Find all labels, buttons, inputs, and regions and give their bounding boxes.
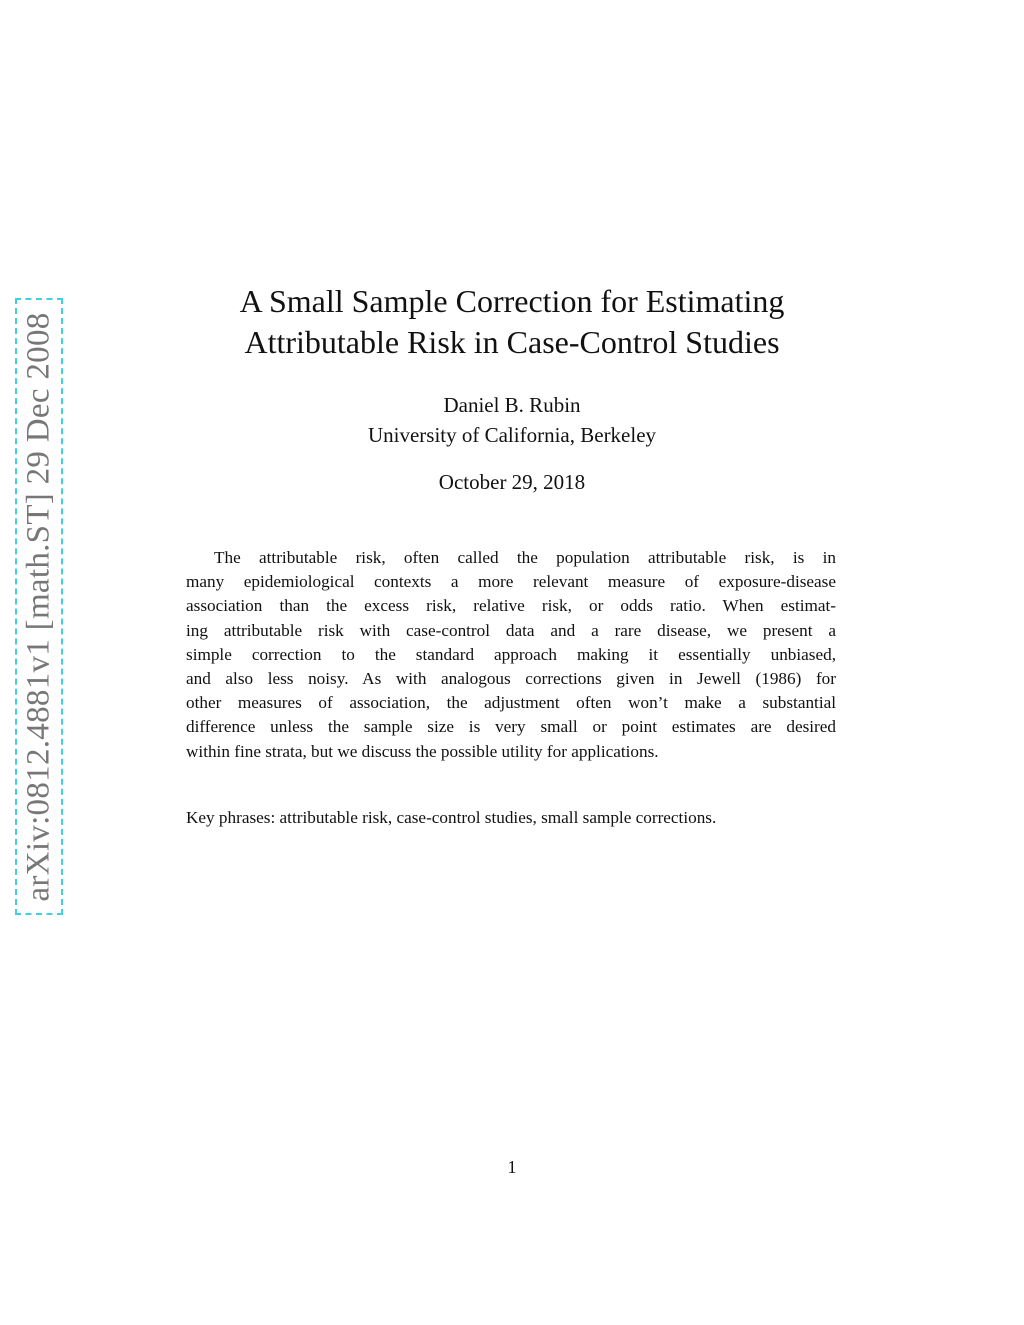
abstract-line: other measures of association, the adjustment often won’t make a substantial <box>186 693 836 713</box>
author-affiliation: University of California, Berkeley <box>367 423 657 447</box>
page-number: 1 <box>507 1157 517 1177</box>
abstract-line: The attributable risk, often called the population attributable risk, is in <box>214 548 836 567</box>
title-line-1: A Small Sample Correction for Estimating <box>239 283 785 319</box>
arxiv-identifier-text: arXiv:0812.4881v1 [math.ST] 29 Dec 2008 <box>20 311 57 902</box>
author-name: Daniel B. Rubin <box>443 393 581 417</box>
abstract-line: association than the excess risk, relative risk, or odds ratio. When estimat- <box>186 596 836 616</box>
abstract <box>186 546 836 764</box>
title-line-2: Attributable Risk in Case-Control Studies <box>244 324 780 360</box>
key-phrases: Key phrases: attributable risk, case-control studies, small sample corrections. <box>186 808 717 828</box>
paper-title <box>160 281 864 363</box>
paper-date: October 29, 2018 <box>438 470 586 494</box>
arxiv-identifier-stamp <box>15 298 63 915</box>
abstract-line: and also less noisy. As with analogous corrections given in Jewell (1986) for <box>186 669 836 689</box>
abstract-line: simple correction to the standard approach making it essentially unbiased, <box>186 644 836 664</box>
abstract-line: ing attributable risk with case-control data and a rare disease, we present a <box>186 620 836 640</box>
abstract-line: within fine strata, but we discuss the possible utility for applications. <box>186 741 659 761</box>
abstract-line: difference unless the sample size is very small or point estimates are desired <box>186 717 836 737</box>
abstract-line: many epidemiological contexts a more relevant measure of exposure-disease <box>186 572 836 592</box>
